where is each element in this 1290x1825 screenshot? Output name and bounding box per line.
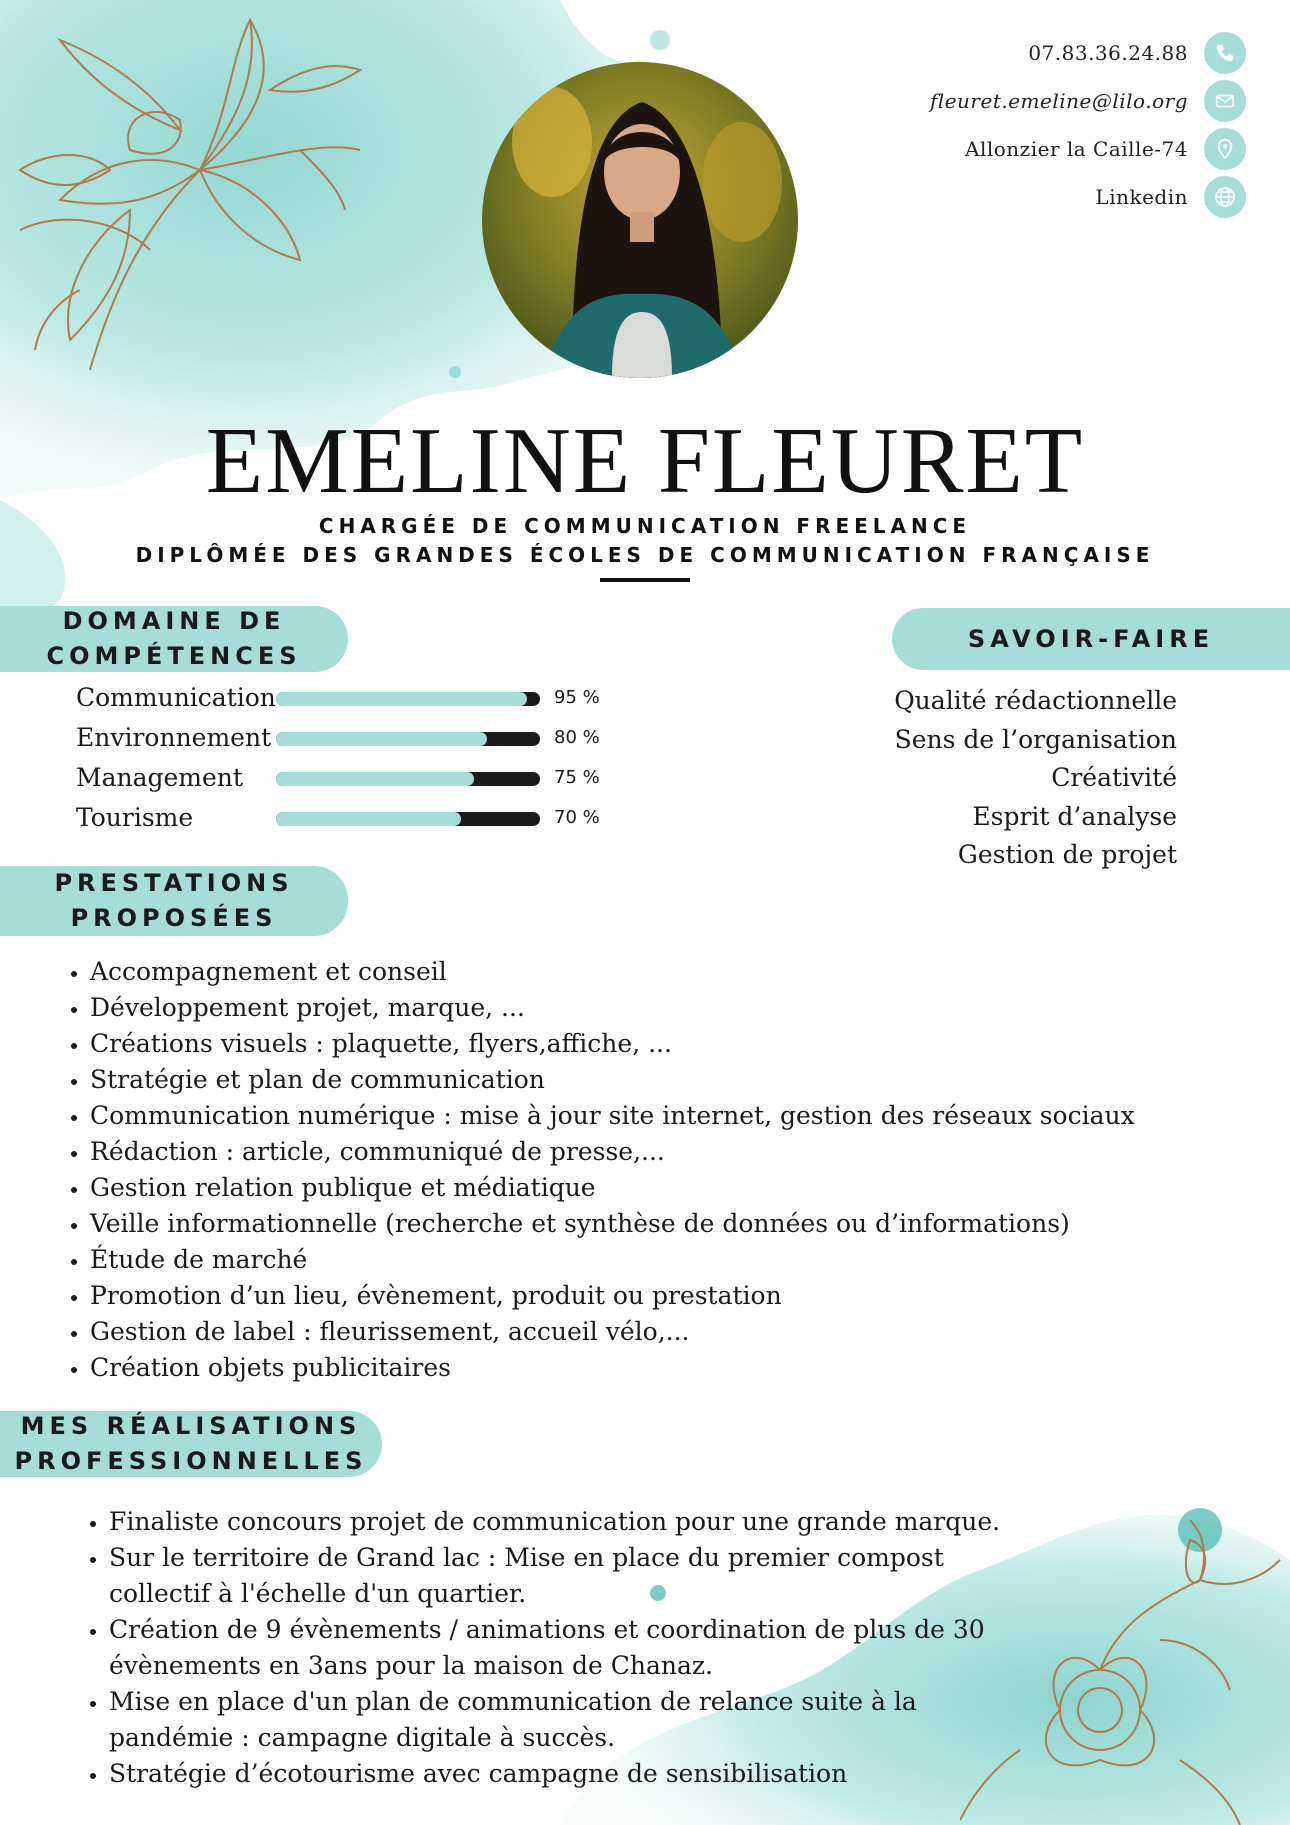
list-item: Esprit d’analyse: [972, 801, 1177, 831]
floral-illustration-top-left: [0, 0, 380, 380]
job-title: CHARGÉE DE COMMUNICATION FREELANCE: [318, 514, 972, 538]
email-address: fleuret.emeline@lilo.org: [929, 89, 1188, 113]
skill-percent: 75 %: [554, 767, 600, 788]
prestations-title-line2: PROPOSÉES: [70, 904, 278, 932]
skill-row: [76, 682, 636, 714]
section-title-skills: [0, 606, 348, 672]
skills-title-line2: COMPÉTENCES: [46, 642, 302, 670]
skill-label: Tourisme: [76, 803, 194, 832]
skills-title-line1: DOMAINE DE: [62, 607, 286, 635]
list-item: Gestion de projet: [957, 840, 1177, 869]
phone-icon: [1204, 32, 1246, 74]
linkedin-link[interactable]: Linkedin: [1095, 185, 1188, 209]
skill-bar-track: [276, 812, 540, 826]
realisations-list: [81, 1504, 1049, 1792]
contact-linkedin-row: [1095, 176, 1246, 218]
skill-bar-fill: [276, 692, 527, 706]
contact-phone-row: [1028, 32, 1246, 74]
list-item: • Stratégie d’écotourisme avec campagne de sensibilisation: [109, 1756, 1049, 1792]
location-text: Allonzier la Caille-74: [965, 137, 1188, 161]
realisations-title-line2: PROFESSIONNELLES: [14, 1447, 368, 1475]
degree-title: DIPLÔMÉE DES GRANDES ÉCOLES DE COMMUNICATION FRANÇAISE: [135, 543, 1155, 567]
list-item: • Création objets publicitaires: [90, 1350, 1250, 1386]
contact-location-row: [965, 128, 1246, 170]
skill-bar-fill: [276, 812, 461, 826]
skill-row: [76, 762, 636, 794]
list-item: Sens de l’organisation: [894, 724, 1177, 754]
list-item: • Communication numérique : mise à jour site internet, gestion des réseaux sociaux: [90, 1098, 1250, 1134]
section-title-prestations: [0, 866, 348, 936]
prestations-list: [62, 954, 1250, 1386]
skill-bar-fill: [276, 772, 474, 786]
list-item: • Rédaction : article, communiqué de presse,...: [90, 1134, 1250, 1170]
skill-bar-track: [276, 772, 540, 786]
skill-row: [76, 722, 636, 754]
candidate-name: EMELINE FLEURET: [205, 409, 1085, 513]
mail-icon: [1204, 80, 1246, 122]
profile-photo: [482, 62, 798, 378]
list-item: • Développement projet, marque, ...: [90, 990, 1250, 1026]
list-item: • Accompagnement et conseil: [90, 954, 1250, 990]
list-item: • Sur le territoire de Grand lac : Mise en place du premier compost collectif à l'échelle d'un quartier.: [109, 1540, 1049, 1612]
skill-percent: 80 %: [554, 727, 600, 748]
skill-percent: 70 %: [554, 807, 600, 828]
list-item: • Gestion relation publique et médiatique: [90, 1170, 1250, 1206]
savoir-faire-list: [894, 682, 1177, 875]
skill-bar-track: [276, 732, 540, 746]
list-item: • Création de 9 évènements / animations et coordination de plus de 30 évènements en 3ans pour la maison de Chanaz.: [109, 1612, 1049, 1684]
realisations-title-line1: MES RÉALISATIONS: [20, 1412, 362, 1440]
list-item: • Stratégie et plan de communication: [90, 1062, 1250, 1098]
list-item: • Créations visuels : plaquette, flyers,affiche, ...: [90, 1026, 1250, 1062]
skill-row: [76, 802, 636, 834]
contact-email-row: [930, 80, 1246, 122]
list-item: • Mise en place d'un plan de communication de relance suite à la pandémie : campagne digitale à succès.: [109, 1684, 1049, 1756]
skill-label: Environnement: [76, 723, 272, 752]
list-item: Créativité: [1051, 763, 1177, 792]
list-item: • Promotion d’un lieu, évènement, produit ou prestation: [90, 1278, 1250, 1314]
globe-icon: [1204, 176, 1246, 218]
list-item: • Gestion de label : fleurissement, accueil vélo,...: [90, 1314, 1250, 1350]
list-item: Qualité rédactionnelle: [894, 686, 1177, 715]
skill-bar-fill: [276, 732, 487, 746]
prestations-title-line1: PRESTATIONS: [54, 869, 294, 897]
skill-percent: 95 %: [554, 687, 600, 708]
skill-label: Management: [76, 763, 243, 792]
phone-number: 07.83.36.24.88: [1028, 41, 1188, 65]
list-item: • Étude de marché: [90, 1242, 1250, 1278]
list-item: • Veille informationnelle (recherche et synthèse de données ou d’informations): [90, 1206, 1250, 1242]
section-title-realisations: [0, 1411, 382, 1477]
list-item: • Finaliste concours projet de communication pour une grande marque.: [109, 1504, 1049, 1540]
savoir-faire-title: SAVOIR-FAIRE: [967, 624, 1215, 653]
location-pin-icon: [1204, 128, 1246, 170]
header-divider: [600, 578, 690, 582]
skill-label: Communication: [76, 683, 276, 712]
skill-bar-track: [276, 692, 540, 706]
section-title-savoir-faire: [892, 608, 1290, 670]
